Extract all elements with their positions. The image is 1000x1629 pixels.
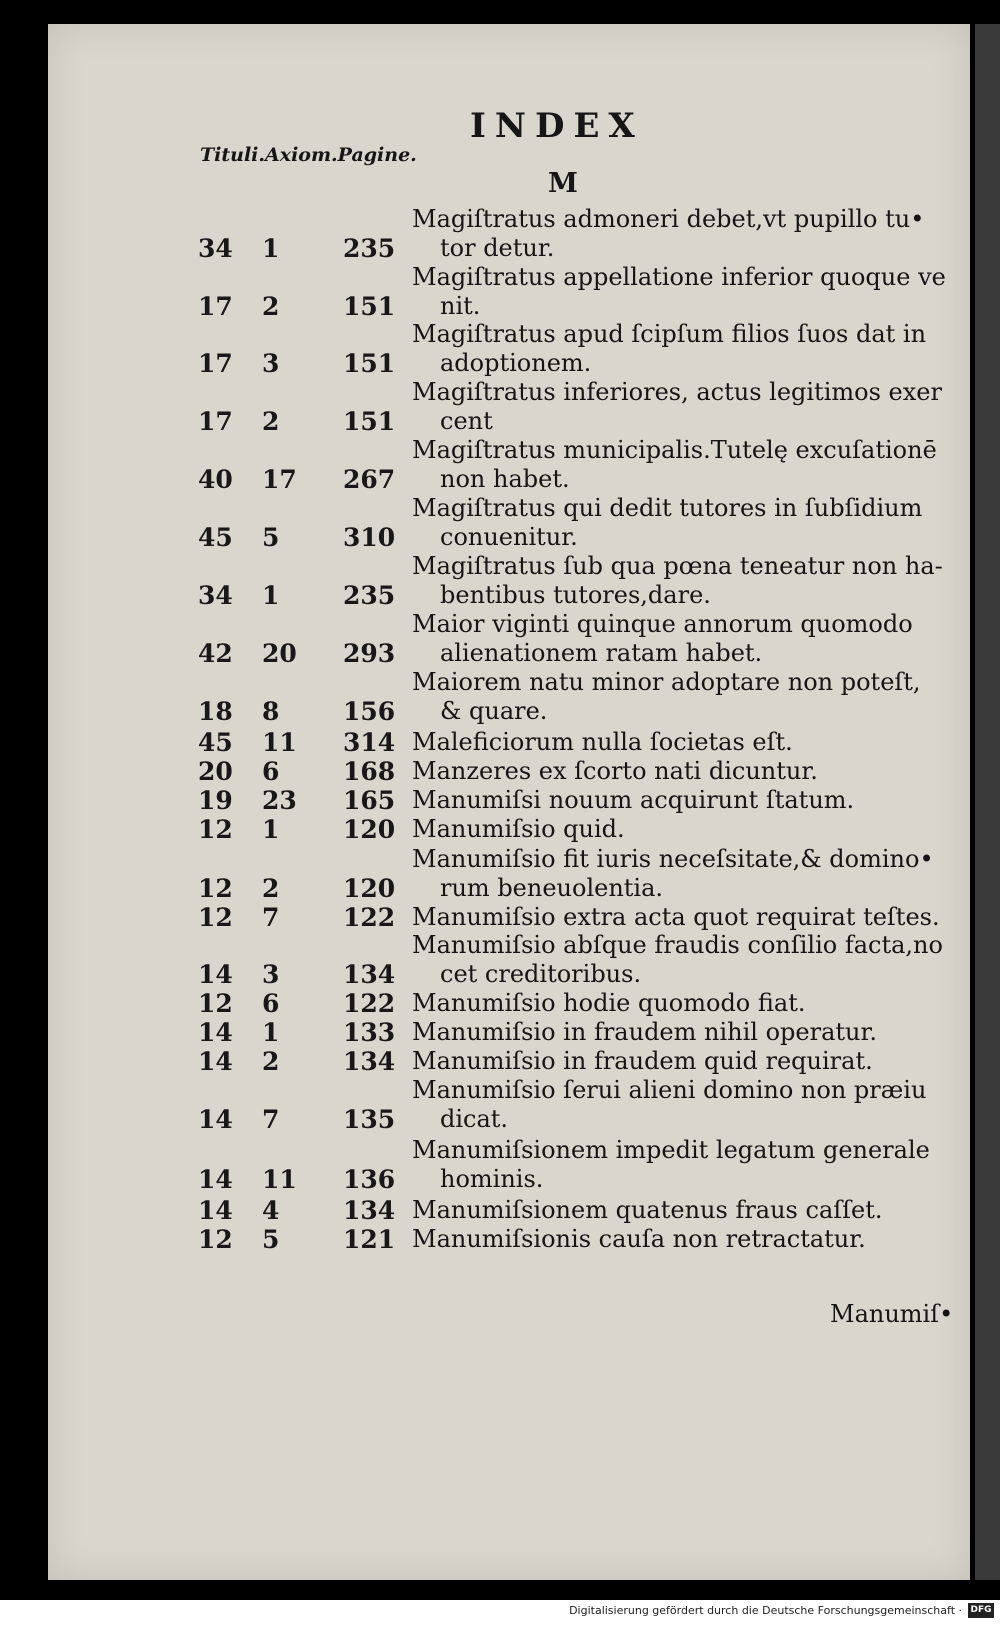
entry-continuation: cet creditoribus.: [440, 960, 642, 988]
page-number: 314: [343, 728, 396, 757]
page-number: 165: [343, 786, 396, 815]
axiom-number: 11: [262, 728, 297, 757]
axiom-number: 17: [262, 465, 297, 494]
column-headers: Tituli.Axiom.Pagine.: [200, 144, 417, 166]
axiom-number: 3: [262, 349, 280, 378]
page-number: 235: [343, 581, 396, 610]
titulus-number: 17: [198, 407, 233, 436]
entry-text: Manumiſsio in fraudem nihil operatur.: [412, 1018, 877, 1046]
page-number: 151: [343, 292, 396, 321]
axiom-number: 6: [262, 989, 280, 1018]
page-number: 235: [343, 234, 396, 263]
page-number: 133: [343, 1018, 396, 1047]
catchword: Manumiſ•: [830, 1300, 954, 1328]
titulus-number: 20: [198, 757, 233, 786]
page-number: 121: [343, 1225, 396, 1254]
axiom-number: 23: [262, 786, 297, 815]
axiom-number: 1: [262, 1018, 280, 1047]
page-number: 293: [343, 639, 396, 668]
axiom-number: 4: [262, 1196, 280, 1225]
axiom-number: 7: [262, 903, 280, 932]
entry-continuation: & quare.: [440, 697, 548, 725]
page-number: 151: [343, 407, 396, 436]
page-number: 168: [343, 757, 396, 786]
entry-continuation: adoptionem.: [440, 349, 592, 377]
page-number: 120: [343, 874, 396, 903]
titulus-number: 19: [198, 786, 233, 815]
titulus-number: 45: [198, 523, 233, 552]
section-letter: M: [548, 168, 578, 199]
axiom-number: 11: [262, 1165, 297, 1194]
page-number: 156: [343, 697, 396, 726]
entry-continuation: conuenitur.: [440, 523, 578, 551]
titulus-number: 14: [198, 1105, 233, 1134]
titulus-number: 12: [198, 903, 233, 932]
axiom-number: 6: [262, 757, 280, 786]
page-number: 122: [343, 903, 396, 932]
dfg-logo: DFG: [968, 1603, 994, 1618]
entry-text: Manumiſsi nouum acquirunt ſtatum.: [412, 786, 855, 814]
entry-text: Manumiſsio in fraudem quid requirat.: [412, 1047, 873, 1075]
entry-continuation: bentibus tutores,dare.: [440, 581, 711, 609]
axiom-number: 5: [262, 523, 280, 552]
axiom-number: 2: [262, 1047, 280, 1076]
entry-text: Manumiſsio quid.: [412, 815, 625, 843]
entry-text: Manumiſsio abſque fraudis conſilio facta,no: [412, 931, 943, 959]
titulus-number: 34: [198, 234, 233, 263]
page-number: 122: [343, 989, 396, 1018]
titulus-number: 45: [198, 728, 233, 757]
axiom-number: 8: [262, 697, 280, 726]
entry-text: Magiſtratus qui dedit tutores in ſubſidium: [412, 494, 923, 522]
titulus-number: 12: [198, 1225, 233, 1254]
entry-continuation: tor detur.: [440, 234, 555, 262]
titulus-number: 14: [198, 1047, 233, 1076]
titulus-number: 17: [198, 349, 233, 378]
axiom-number: 3: [262, 960, 280, 989]
axiom-number: 20: [262, 639, 297, 668]
page-number: 135: [343, 1105, 396, 1134]
entry-text: Magiſtratus apud ſcipſum filios ſuos dat in: [412, 320, 927, 348]
axiom-number: 1: [262, 815, 280, 844]
titulus-number: 18: [198, 697, 233, 726]
page-number: 136: [343, 1165, 396, 1194]
page-number: 120: [343, 815, 396, 844]
entry-continuation: dicat.: [440, 1105, 509, 1133]
titulus-number: 14: [198, 1018, 233, 1047]
page-title: INDEX: [470, 106, 644, 146]
entry-text: Manumiſsio hodie quomodo fiat.: [412, 989, 806, 1017]
axiom-number: 2: [262, 407, 280, 436]
entry-continuation: alienationem ratam habet.: [440, 639, 763, 667]
titulus-number: 42: [198, 639, 233, 668]
axiom-number: 5: [262, 1225, 280, 1254]
page-number: 134: [343, 1196, 396, 1225]
page-number: 134: [343, 1047, 396, 1076]
entry-continuation: nit.: [440, 292, 481, 320]
entry-text: Manumiſsionem quatenus fraus caſſet.: [412, 1196, 883, 1224]
entry-continuation: non habet.: [440, 465, 570, 493]
axiom-number: 2: [262, 874, 280, 903]
entry-continuation: hominis.: [440, 1165, 544, 1193]
digitization-footer: [0, 1600, 1000, 1629]
axiom-number: 2: [262, 292, 280, 321]
entry-text: Manumiſsionis cauſa non retractatur.: [412, 1225, 866, 1253]
titulus-number: 14: [198, 960, 233, 989]
titulus-number: 14: [198, 1196, 233, 1225]
titulus-number: 12: [198, 989, 233, 1018]
axiom-number: 7: [262, 1105, 280, 1134]
axiom-number: 1: [262, 234, 280, 263]
page-number: 310: [343, 523, 396, 552]
entry-text: Manzeres ex ſcorto nati dicuntur.: [412, 757, 818, 785]
entry-text: Magiſtratus appellatione inferior quoque ve: [412, 263, 946, 291]
titulus-number: 14: [198, 1165, 233, 1194]
page-number: 151: [343, 349, 396, 378]
entry-text: Manumiſsionem impedit legatum generale: [412, 1136, 930, 1164]
titulus-number: 40: [198, 465, 233, 494]
page-number: 134: [343, 960, 396, 989]
entry-text: Magiſtratus municipalis.Tutelę excuſationē: [412, 436, 937, 464]
entry-text: Maleficiorum nulla ſocietas eſt.: [412, 728, 793, 756]
titulus-number: 34: [198, 581, 233, 610]
axiom-number: 1: [262, 581, 280, 610]
footer-credit: Digitalisierung gefördert durch die Deutsche Forschungsgemeinschaft ·: [569, 1604, 962, 1617]
titulus-number: 12: [198, 874, 233, 903]
entry-continuation: cent: [440, 407, 493, 435]
page-edge: [975, 24, 1000, 1580]
entry-text: Magiſtratus ſub qua pœna teneatur non ha-: [412, 552, 943, 580]
entry-text: Manumiſsio fit iuris neceſsitate,& domino•: [412, 845, 934, 873]
page-number: 267: [343, 465, 396, 494]
entry-text: Maior viginti quinque annorum quomodo: [412, 610, 913, 638]
entry-text: Magiſtratus admoneri debet,vt pupillo tu•: [412, 205, 925, 233]
entry-text: Maiorem natu minor adoptare non poteſt,: [412, 668, 921, 696]
entry-continuation: rum beneuolentia.: [440, 874, 664, 902]
entry-text: Manumiſsio ſerui alieni domino non præiu: [412, 1076, 927, 1104]
entry-text: Magiſtratus inferiores, actus legitimos exer: [412, 378, 942, 406]
titulus-number: 12: [198, 815, 233, 844]
titulus-number: 17: [198, 292, 233, 321]
entry-text: Manumiſsio extra acta quot requirat teſtes.: [412, 903, 940, 931]
